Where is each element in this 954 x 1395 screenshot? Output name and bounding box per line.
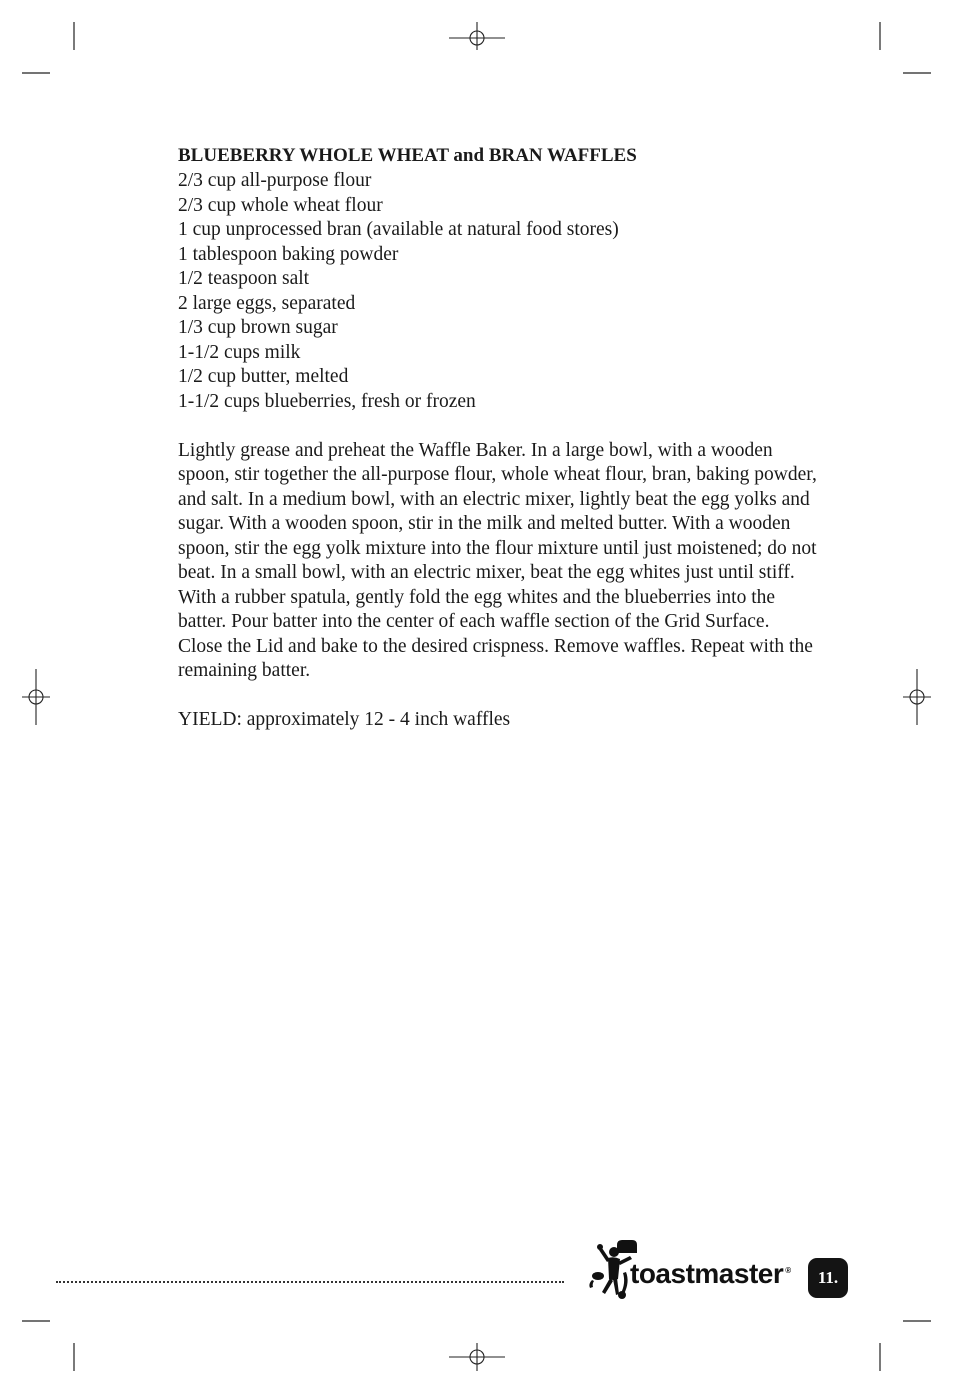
registered-mark: ® [785, 1265, 791, 1275]
brand-name: toastmaster [630, 1258, 784, 1289]
ingredient-item: 1/2 cup butter, melted [178, 366, 349, 387]
footer-dotted-rule [56, 1281, 564, 1283]
ingredient-item: 1-1/2 cups milk [178, 341, 301, 363]
page-number: 11. [817, 1268, 839, 1287]
crosshair-registration-icon [903, 669, 931, 725]
recipe-title: BLUEBERRY WHOLE WHEAT and BRAN WAFFLES [178, 145, 637, 166]
ingredient-item: 1 tablespoon baking powder [178, 243, 399, 265]
ingredient-item: 1/2 teaspoon salt [178, 268, 310, 289]
brand-wordmark [630, 1258, 791, 1290]
crosshair-registration-icon [449, 1343, 505, 1371]
ingredient-item: 1-1/2 cups blueberries, fresh or frozen [178, 390, 476, 412]
ingredient-item: 2/3 cup all-purpose flour [178, 170, 372, 191]
recipe [178, 142, 818, 733]
recipe-yield: YIELD: approximately 12 - 4 inch waffles [178, 709, 511, 730]
recipe-method: Lightly grease and preheat the Waffle Baker. In a large bowl, with a wooden spoon, stir together the all-purpose flour, whole wheat flour, bran, baking powder, and salt. In a medium bowl, with an electric mixer, lightly beat the egg yolks and sugar. With a wooden spoon, stir in the milk and melted butter. With a wooden spoon, stir the egg yolk mixture into the flour mixture until just moistened; do not beat. In a small bowl, with an electric mixer, beat the egg whites just until stiff. With a rubber spatula, gently fold the egg whites and the blueberries into the batter. Pour batter into the center of each waffle section of the Grid Surface. Close the Lid and bake to the desired crispness. Remove waffles. Repeat with the remaining batter. [178, 439, 817, 681]
ingredient-item: 2/3 cup whole wheat flour [178, 194, 383, 216]
crosshair-registration-icon [449, 22, 505, 50]
ingredient-item: 1 cup unprocessed bran (available at natural food stores) [178, 219, 619, 240]
ingredient-list [178, 169, 818, 414]
ingredient-item: 1/3 cup brown sugar [178, 317, 338, 338]
page-number-badge [808, 1258, 848, 1298]
ingredient-item: 2 large eggs, separated [178, 292, 356, 314]
crosshair-registration-icon [22, 669, 50, 725]
